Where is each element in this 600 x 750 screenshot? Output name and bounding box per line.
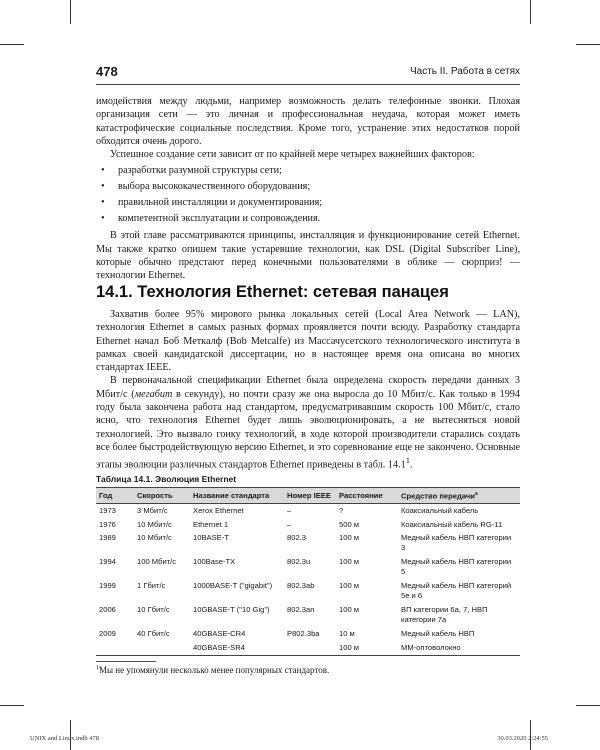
table-cell: 100 м [336, 641, 398, 655]
table-cell: Ethernet 1 [193, 519, 229, 529]
table-cell: 100 Мбит/с [137, 557, 177, 567]
crop-mark [70, 0, 71, 24]
table-cell: 100 м [339, 605, 360, 615]
table-cell: 1976 [99, 519, 116, 529]
table-cell: 802.3 [287, 533, 307, 543]
table-cell: – [287, 506, 292, 516]
table-cell: Коаксиальный кабель [401, 506, 479, 516]
footnote-ref: 1 [405, 455, 410, 466]
table-row [96, 603, 520, 627]
table-cell: Коаксиальный кабель RG-11 [401, 519, 503, 529]
table-row [96, 504, 520, 518]
table-cell: 100Base-TX [193, 557, 236, 567]
table-cell [284, 641, 336, 655]
table-cell: – [287, 519, 292, 529]
intro-text [96, 95, 520, 283]
section-number: 14.1. [96, 283, 133, 301]
table-cell: 10 Гбит/с [137, 605, 170, 615]
footnote: $^1$Мы не упомянули несколько менее популярных стандартов. [96, 665, 330, 675]
table-cell: 1000BASE-T ("gigabit") [193, 581, 273, 591]
column-header: Средство передачи$^a$ [398, 488, 520, 504]
table-cell: 40GBASE-CR4 [193, 629, 246, 639]
table-cell: ? [339, 506, 344, 516]
table-row [96, 627, 520, 641]
list-item: • разработки разумной структуры сети; [96, 163, 520, 179]
page-header [96, 63, 520, 81]
column-header: Номер IEEE [284, 488, 336, 504]
column-header: Название стандарта [190, 488, 284, 504]
column-header: Скорость [134, 488, 190, 504]
table-cell: 1994 [99, 557, 116, 567]
page-number: 478 [96, 64, 118, 79]
list-item: • выбора высококачественного оборудования; [96, 179, 520, 195]
table-cell: P802.3ba [287, 629, 320, 639]
table-cell: 10GBASE-T ("10 Gig") [193, 605, 270, 615]
paragraph: Успешное создание сети зависит от по крайней мере четырех важнейших факторов: [110, 149, 475, 161]
table-row [96, 531, 520, 555]
table-cell: 802.3u [287, 557, 311, 567]
table-cell [134, 641, 190, 655]
table-row [96, 518, 520, 532]
running-title: Часть II. Работа в сетях [410, 66, 520, 77]
table-cell: 100 м [339, 557, 360, 567]
table-cell: 1 Гбит/с [137, 581, 166, 591]
table-cell: 802.3ab [287, 581, 315, 591]
section-title: Технология Ethernet: сетевая панацея [137, 283, 449, 301]
table-cell: 40 Гбит/с [137, 629, 170, 639]
crop-mark [576, 44, 600, 45]
table-cell: 802.3an [287, 605, 315, 615]
table-cell: 10BASE-T [193, 533, 229, 543]
ethernet-evolution-table [96, 487, 520, 656]
list-item: • правильной инсталляции и документирования; [96, 195, 520, 211]
header-rule [96, 84, 520, 85]
table-row [96, 641, 520, 655]
slug-timestamp: 30.03.2020 2:24:55 [497, 735, 548, 742]
table-row [96, 579, 520, 603]
table-cell: 2006 [99, 605, 116, 615]
crop-mark [530, 0, 531, 24]
paragraph: В первоначальной спецификации Ethernet была определена скорость передачи данных 3 Мбит/с (мегабит в секунду), но почти сразу же она выросла до 10 Мбит/с. Как только в 1994 году была закончена работа над стандартом, предусматривавшим скорость 100 Мбит/с, стало ясно, что технология Ethernet будет лишь эволюционировать, а не вытесняться новой технологией. Это вызвало гонку технологий, в ходе которой производители старались создать все более быстродействующую версию Ethernet, и это соревнование еще не закончено. Основные этапы эволюции различных стандартов Ethernet приведены в табл. 14.1$^1$. [96, 375, 520, 471]
table-header-row [96, 488, 520, 504]
table-cell: ММ-оптоволокно [398, 641, 520, 655]
table-cell: 100 м [339, 581, 360, 591]
footnote-rule [96, 661, 156, 662]
table-cell: 1973 [99, 506, 116, 516]
table-cell: Медный кабель НВП категорий 5е и 6 [401, 581, 512, 600]
table-cell: 1999 [99, 581, 116, 591]
table-cell: Медный кабель НВП категории 5 [401, 557, 512, 576]
factor-list [96, 163, 520, 227]
table-caption: Таблица 14.1. Эволюция Ethernet [96, 474, 237, 484]
table-cell: Медный кабель НВП категории 3 [401, 533, 512, 552]
table-cell: 100 м [339, 533, 360, 543]
section-heading [96, 283, 520, 302]
table-cell [96, 641, 134, 655]
table-cell: 3 Мбит/с [137, 506, 168, 516]
table-cell: 40GBASE-SR4 [190, 641, 284, 655]
table-cell: 1989 [99, 533, 116, 543]
paragraph: имодействия между людьми, например возможность делать телефонные звонки. Плохая организация сети — это личная и профессиональная неудача, которая может иметь катастрофические социальные последствия. Кроме того, устранение этих недостатков порой обходится очень дорого. [96, 96, 520, 147]
table-cell: Медный кабель НВП [401, 629, 475, 639]
paragraph: Захватив более 95% мирового рынка локальных сетей (Local Area Network — LAN), технология Ethernet в самых разных формах проявляется почти всюду. Разработку стандарта Ethernet начал Боб Меткалф (Bob Metcalfe) из Массачусетского технологического института в рамках своей кандидатской диссертации, но в настоящее время она описана во многих стандартах IEEE. [96, 309, 520, 374]
emphasis: мегабит [134, 388, 173, 400]
slug-filename: UNIX and Linux.indb 478 [30, 735, 99, 742]
crop-mark [0, 44, 24, 45]
table-cell: 10 Мбит/с [137, 533, 172, 543]
table-cell: ВП категории 6a, 7, НВП категории 7a [401, 605, 488, 624]
table-cell: 500 м [339, 519, 360, 529]
paragraph: В этой главе рассматриваются принципы, инсталляция и функционирование сетей Ethernet. Мы также кратко опишем такие устаревшие технологии, как DSL (Digital Subscriber Line), которые обычно предстают перед конечными пользователями в облике — сюрприз! — технологии Ethernet. [96, 230, 520, 282]
crop-mark [576, 705, 600, 706]
list-item: • компетентной эксплуатации и сопровождения. [96, 211, 520, 227]
column-header: Год [96, 488, 134, 504]
crop-mark [0, 705, 24, 706]
table-cell: Xerox Ethernet [193, 506, 244, 516]
table-cell: 10 м [339, 629, 355, 639]
section-text [96, 308, 520, 472]
table-row [96, 555, 520, 579]
column-header: Расстояние [336, 488, 398, 504]
table-cell: 2009 [99, 629, 116, 639]
table-cell: 10 Мбит/с [137, 519, 172, 529]
